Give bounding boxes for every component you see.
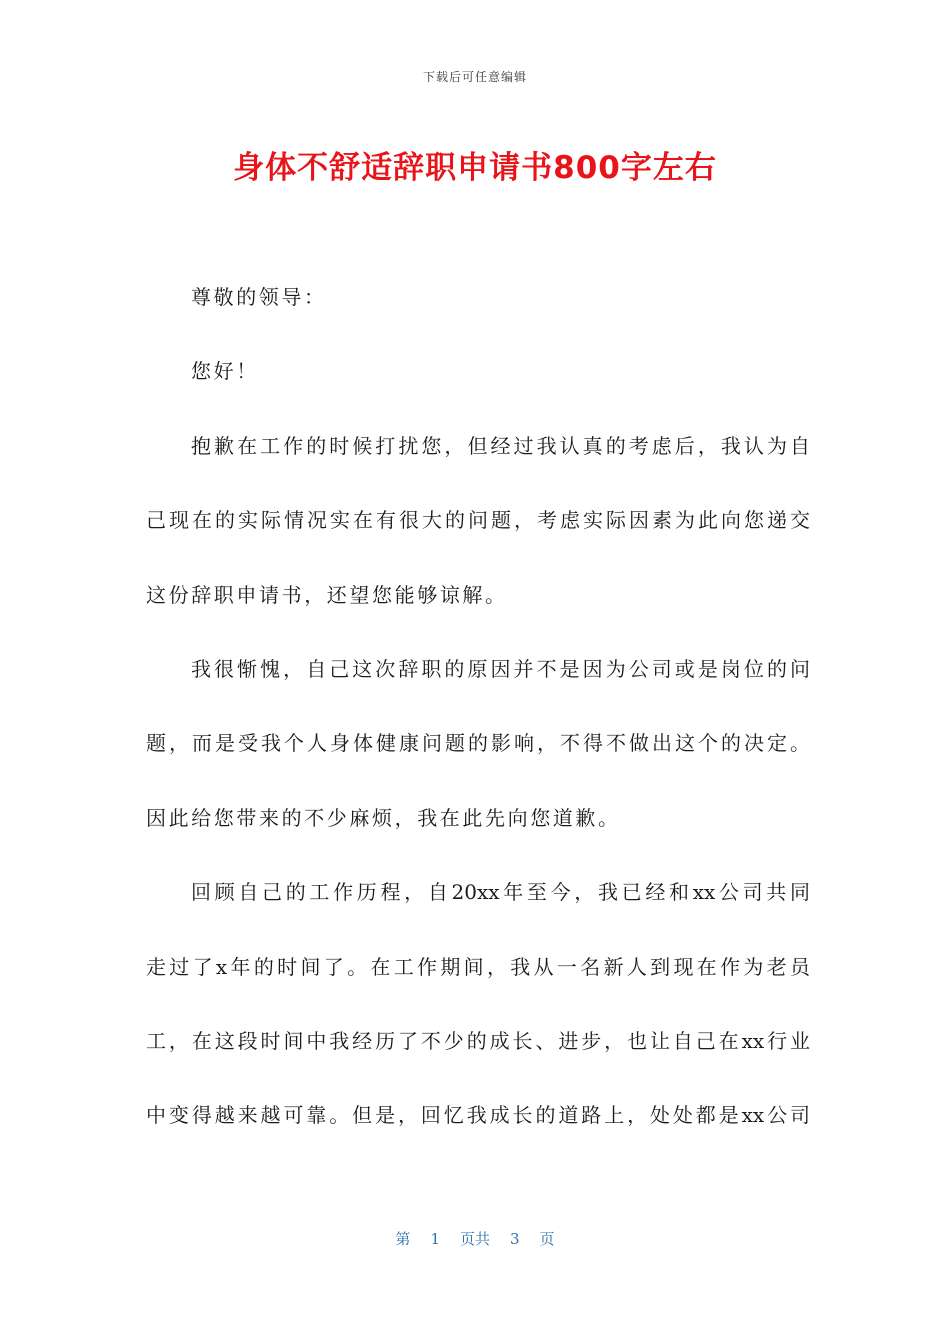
letter-body xyxy=(146,270,810,1163)
body-line: 题，而是受我个人身体健康问题的影响，不得不做出这个的决定。 xyxy=(146,731,810,756)
body-line: 工，在这段时间中我经历了不少的成长、进步，也让自己在xx行业 xyxy=(146,1028,810,1053)
body-line: 您好！ xyxy=(191,359,259,384)
footer-suffix: 页 xyxy=(539,1230,555,1248)
body-line: 我很惭愧，自己这次辞职的原因并不是因为公司或是岗位的问 xyxy=(191,656,810,681)
body-line: 抱歉在工作的时候打扰您，但经过我认真的考虑后，我认为自 xyxy=(191,433,810,458)
body-line: 尊敬的领导： xyxy=(191,285,327,309)
header-note: 下载后可任意编辑 xyxy=(422,70,527,84)
page-footer xyxy=(0,1228,950,1249)
body-line: 回顾自己的工作历程，自20xx年至今，我已经和xx公司共同 xyxy=(191,880,810,905)
body-line: 因此给您带来的不少麻烦，我在此先向您道歉。 xyxy=(146,805,621,830)
body-line: 走过了x年的时间了。在工作期间，我从一名新人到现在作为老员 xyxy=(146,954,810,979)
body-line: 这份辞职申请书，还望您能够谅解。 xyxy=(146,582,508,607)
body-line: 己现在的实际情况实在有很大的问题，考虑实际因素为此向您递交 xyxy=(146,508,810,533)
body-line: 中变得越来越可靠。但是，回忆我成长的道路上，处处都是xx公司 xyxy=(146,1103,810,1128)
footer-total-pages: 3 xyxy=(510,1230,520,1248)
document-title: 身体不舒适辞职申请书800字左右 xyxy=(233,150,717,186)
footer-current-page: 1 xyxy=(430,1230,440,1248)
footer-prefix: 第 xyxy=(395,1230,411,1248)
footer-middle: 页共 xyxy=(459,1230,490,1248)
